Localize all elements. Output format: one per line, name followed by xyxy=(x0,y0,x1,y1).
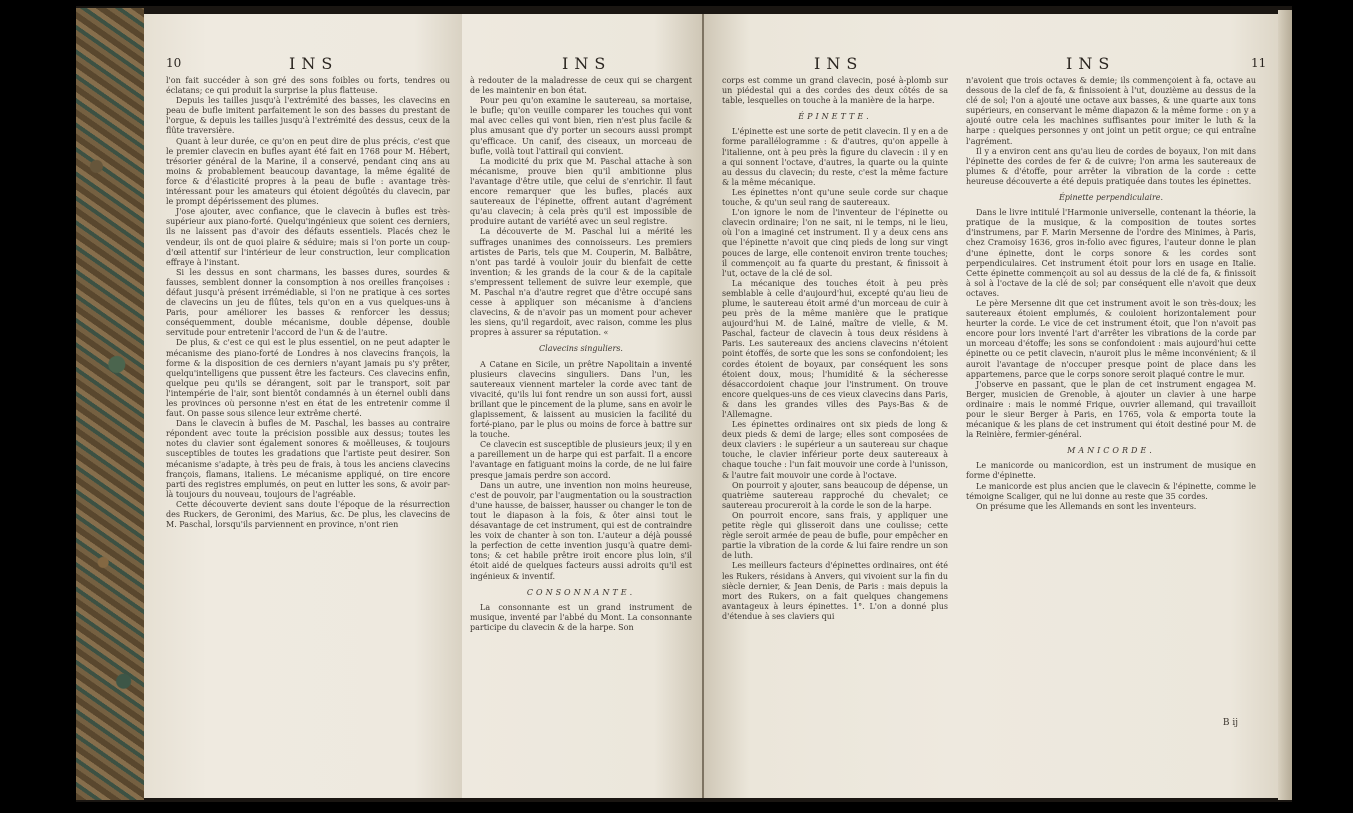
paragraph: L'épinette est une sorte de petit clavecin. Il y en a de forme parallélogramme : & d'autres, qu'on appelle à l'italienne, ont à peu près la figure du clavecin : il y en a qui sonnent l'octave, d'autres, la quarte ou la quinte au dessus du clavecin; du reste, c'est la même facture & la même mécanique. xyxy=(722,127,948,187)
running-header xyxy=(144,54,462,76)
page-edge xyxy=(1278,10,1292,800)
section-heading: CONSONNANTE. xyxy=(526,587,636,597)
section-heading: ÉPINETTE. xyxy=(798,112,872,122)
running-header xyxy=(704,54,956,76)
paragraph: Les meilleurs facteurs d'épinettes ordinaires, ont été les Rukers, résidans à Anvers, qui vivoient sur la fin du siècle dernier, & Jean Denis, de Paris : mais depuis la mort des Rukers, on a fait quelques changemens avantageux à leurs épinettes. 1°. L'on a donné plus d'étendue à ses claviers qui xyxy=(722,561,948,621)
paragraph: La modicité du prix que M. Paschal attache à son mécanisme, prouve bien qu'il ambitionne plus l'avantage d'être utile, que celui de s'enrichir. Il faut encore remarquer que les bufles, placés aux sautereaux de l'épinette, offrent autant d'agrément qu'au clavecin; à cela près qu'il est impossible de produire autant de variété avec un seul registre. xyxy=(470,156,692,227)
paragraph: L'on ignore le nom de l'inventeur de l'épinette ou clavecin ordinaire; l'on ne sait, ni le temps, ni le lieu, où l'on a imaginé cet instrument. Il y a deux cens ans que l'épinette n'avoit que cinq pieds de long sur vingt pouces de large, elle contenoit environ trente touches; il commençoit au fa quarte du prestant, & finissoit à l'ut, octave de la clé de sol. xyxy=(722,208,948,278)
running-title: INS xyxy=(289,54,339,73)
running-header xyxy=(956,54,1278,76)
paragraph: Quant à leur durée, ce qu'on en peut dire de plus précis, c'est que le premier clavecin en bufles ayant été fait en 1768 pour M. Hébert, trésorier général de la Marine, il a conservé, pendant cinq ans au moins & probablement beaucoup davantage, la même égalité de force & d'élasticité propres à la peau de bufle : avantage très-intéressant pour les amateurs qui étoient dégoûtés du clavecin, par le prompt dépérissement des plumes. xyxy=(166,136,450,207)
paragraph: Le manicorde ou manicordion, est un instrument de musique en forme d'épinette. xyxy=(966,461,1256,481)
paragraph: Le père Mersenne dit que cet instrument avoit le son très-doux; les sautereaux étoient emplumés, & couloient horizontalement pour heurter la corde. Le vice de cet instrument étoit, que l'on n'avoit pas encore pour lors inventé l'art d'arrêter les vibrations de la corde par un morceau d'étoffe; les sons se confondoient : mais aujourd'hui cette épinette ou ce petit clavecin, n'auroit plus le même inconvénient; & il auroit l'avantage de n'occuper presque point de place dans les appartemens, parce que le corps sonore seroit plaqué contre le mur. xyxy=(966,298,1256,379)
running-title: INS xyxy=(562,54,612,73)
body-text xyxy=(722,76,948,622)
running-header xyxy=(462,54,702,76)
page-10-right-column xyxy=(462,14,702,798)
paragraph: La découverte de M. Paschal lui a mérité les suffrages unanimes des connoisseurs. Les premiers artistes de Paris, tels que M. Couperin, M. Balbâtre, n'ont pas tardé à vouloir jouir du bienfait de cette invention; & les grands de la cour & de la capitale s'empressent tellement de suivre leur exemple, que M. Paschal n'a d'autre regret que d'être occupé sans cesse à appliquer son mécanisme à d'anciens clavecins, & de n'avoir pas un moment pour achever les siens, qu'il regardoit, avec raison, comme les plus propres à assurer sa réputation. « xyxy=(470,227,692,338)
paragraph: Le manicorde est plus ancien que le clavecin & l'épinette, comme le témoigne Scaliger, qui ne lui donne au reste que 35 cordes. xyxy=(966,481,1256,501)
paragraph: Les épinettes ordinaires ont six pieds de long & deux pieds & demi de large; elles sont composées de deux claviers : le supérieur a un sautereau sur chaque touche, le clavier inférieur porte deux sautereaux à chaque touche : l'un fait mouvoir une corde à l'unisson, & l'autre fait mouvoir une corde à l'octave. xyxy=(722,420,948,480)
paragraph: l'on fait succéder à son gré des sons foibles ou forts, tendres ou éclatans; ce qui produit la surprise la plus flatteuse. xyxy=(166,76,450,96)
paragraph: On présume que les Allemands en sont les inventeurs. xyxy=(976,501,1197,511)
paragraph: corps est comme un grand clavecin, posé à-plomb sur un piédestal qui a des cordes des deux côtés de sa table, lesquelles on touche à la manière de la harpe. xyxy=(722,76,948,106)
paragraph: La consonnante est un grand instrument de musique, inventé par l'abbé du Mont. La consonnante participe du clavecin & de la harpe. Son xyxy=(470,602,692,632)
paragraph: On pourroit y ajouter, sans beaucoup de dépense, un quatrième sautereau rapproché du chevalet; ce sautereau procureroit à la corde le son de la harpe. xyxy=(722,480,948,510)
paragraph: Il y a environ cent ans qu'au lieu de cordes de boyaux, l'on mit dans l'épinette des cordes de fer & de cuivre; l'on arma les sautereaux de plumes & d'étoffe, pour arrêter la vibration de la corde : cette heureuse découverte a été depuis pratiquée dans toutes les épinettes. xyxy=(966,146,1256,186)
section-heading: Clavecins singuliers. xyxy=(539,344,623,354)
paragraph: J'observe en passant, que le plan de cet instrument engagea M. Berger, musicien de Grenoble, à ajouter un clavier à une harpe ordinaire : mais le nommé Frique, ouvrier allemand, qui travailloit pour le sieur Berger à Paris, en 1765, vola & emporta toute la mécanique & les plans de cet instrument qui étoit destiné pour M. de la Reinière, fermier-général. xyxy=(966,379,1256,440)
body-text xyxy=(470,76,692,633)
paragraph: Les épinettes n'ont qu'une seule corde sur chaque touche, & qu'un seul rang de sautereaux. xyxy=(722,187,948,208)
paragraph: Dans un autre, une invention non moins heureuse, c'est de pouvoir, par l'augmentation ou la soustraction d'une hausse, de baisser, hausser ou changer le ton de tout le diapason à la fois, & ôter ainsi tout le désavantage de cet instrument, qui est de contraindre les voix de chanter à son ton. L'auteur a déjà poussé la perfection de cette invention jusqu'à quatre demi-tons; & cet habile prêtre iroit encore plus loin, s'il étoit aidé de quelques facteurs aussi adroits qu'il est ingénieux & inventif. xyxy=(470,480,692,581)
section-heading: MANICORDE. xyxy=(1067,446,1155,456)
body-text xyxy=(166,76,450,530)
page-number: 11 xyxy=(1251,56,1267,70)
page-10 xyxy=(144,14,462,798)
running-title: INS xyxy=(1066,54,1116,73)
paragraph: Depuis les tailles jusqu'à l'extrémité des basses, les clavecins en peau de bufle imitent parfaitement le son des basses du prestant de l'orgue, & depuis les tailles jusqu'à l'extrémité des dessus, ceux de la flûte traversière. xyxy=(166,96,450,136)
paragraph: On pourroit encore, sans frais, y appliquer une petite règle qui glisseroit dans une coulisse; cette règle seroit armée de peau de bufle, pour empêcher en partie la vibration de la corde & lui faire rendre un son de luth. xyxy=(722,510,948,561)
paragraph: J'ose ajouter, avec confiance, que le clavecin à bufles est très-supérieur aux piano-forté. Quelqu'ingénieux que soient ces derniers, ils ne laissent pas d'avoir des défauts essentiels. Placés chez le vendeur, ils ont de quoi plaire & séduire; mais si l'on porte un coup-d'œil attentif sur l'intérieur de leur construction, leur complication effraye à l'instant. xyxy=(166,207,450,267)
paragraph: Cette découverte devient sans doute l'époque de la résurrection des Ruckers, de Geronimi, des Marius, &c. De plus, les clavecins de M. Paschal, lorsqu'ils parviennent en province, n'ont rien xyxy=(166,499,450,530)
page-11-left-column xyxy=(704,14,956,798)
marbled-endpaper xyxy=(76,8,144,800)
signature-mark: B ij xyxy=(1222,718,1238,728)
paragraph: Pour peu qu'on examine le sautereau, sa mortaise, le bufle; qu'on veuille comparer les touches qui vont mal avec celles qui vont bien, rien n'est plus facile & plus amusant que d'y porter un secours aussi prompt qu'efficace. Un canif, des ciseaux, un morceau de bufle, voilà tout l'attirail qui convient. xyxy=(470,96,692,156)
paragraph: Dans le livre intitulé l'Harmonie universelle, contenant la théorie, la pratique de la musique, & la composition de toutes sortes d'instrumens, par F. Marin Mersenne de l'ordre des Minimes, à Paris, chez Cramoisy 1636, gros in-folio avec figures, l'auteur donne le plan d'une épinette, dont le corps sonore & les cordes sont perpendiculaires. Cet instrument étoit pour lors en usage en Italie. Cette épinette commençoit au sol au dessus de la clé de fa, & finissoit à sol à l'octave de la clé de sol; par conséquent elle n'avoit que deux octaves. xyxy=(966,208,1256,298)
body-text xyxy=(966,76,1256,512)
paragraph: La mécanique des touches étoit à peu près semblable à celle d'aujourd'hui, excepté qu'au lieu de plume, le sautereau étoit armé d'un morceau de cuir à peu près de la même manière que le pratique aujourd'hui M. de Lainé, maître de vielle, & M. Paschal, facteur de clavecin à tous deux résidens à Paris. Les sautereaux des anciens clavecins n'étoient point étoffés, de sorte que les sons se confondoient; les cordes étoient de boyaux, par conséquent les sons étoient doux, mous; l'humidité & la sécheresse désaccordoient chaque jour l'instrument. On trouve encore quelques-uns de ces vieux clavecins dans Paris, & dans les grandes villes des Pays-Bas & de l'Allemagne. xyxy=(722,278,948,419)
paragraph: Ce clavecin est susceptible de plusieurs jeux; il y en a pareillement un de harpe qui est parfait. Il a encore l'avantage en fatiguant moins la corde, de ne lui faire presque jamais perdre son accord. xyxy=(470,440,692,480)
page-number: 10 xyxy=(166,56,182,70)
section-heading: Épinette perpendiculaire. xyxy=(1058,193,1164,203)
running-title: INS xyxy=(814,54,864,73)
paragraph: n'avoient que trois octaves & demie; ils commençoient à fa, octave au dessous de la clef de fa, & finissoient à l'ut, douzième au dessus de la clé de sol; l'on a ajouté une octave aux basses, & une quarte aux tons supérieurs, en conservant le même diapazon & la même forme : on y a ajouté outre cela les machines suffisantes pour imiter le luth & la harpe : quelques personnes y ont joint un petit orgue; ce qui entraîne l'agrément. xyxy=(966,76,1256,146)
paragraph: De plus, & c'est ce qui est le plus essentiel, on ne peut adapter le mécanisme des piano-forté de Londres à nos clavecins françois, la forme & la disposition de ces derniers n'ayant jamais pu s'y prêter, quelqu'intelligens que pussent être les facteurs. Ces clavecins enfin, quelque peu qu'ils se dérangent, soit par le transport, soit par l'intempérie de l'air, sont bientôt condamnés à un éternel oubli dans les provinces où personne n'est en état de les entretenir comme il faut. On passe sous silence leur extrême cherté. xyxy=(166,338,450,419)
paragraph: Si les dessus en sont charmans, les basses dures, sourdes & fausses, semblent donner la consomption à nos oreilles françoises : défaut jusqu'à présent irrémédiable, si l'on ne pratique à ces sortes de clavecins un jeu de flûtes, tels qu'on en a vus quelques-uns à Paris, pour améliorer les basses & renforcer les dessus; conséquemment, double mécanisme, double dépense, double servitude pour entretenir l'accord de l'un & de l'autre. xyxy=(166,267,450,338)
paragraph: A Catane en Sicile, un prêtre Napolitain a inventé plusieurs clavecins singuliers. Dans l'un, les sautereaux viennent marteler la corde avec tant de vivacité, qu'ils lui font rendre un son aussi fort, aussi brillant que le pincement de la plume, sans en avoir le glapissement, & laissent au musicien la facilité du forté-piano, par le plus ou moins de force à battre sur la touche. xyxy=(470,359,692,440)
paragraph: Dans le clavecin à bufles de M. Paschal, les basses au contraire répondent avec toute la précision possible aux dessus; toutes les notes du clavier sont également sonores & moëlleuses, & toujours susceptibles de toutes les gradations que l'artiste peut desirer. Son mécanisme s'adapte, à très peu de frais, à tous les anciens clavecins françois, flamans, italiens. Le mécanisme appliqué, on tire encore parti des registres emplumés, on peut en lutter les sons, & avoir par-là toujours du nouveau, toujours de l'agréable. xyxy=(166,419,450,499)
paragraph: à redouter de la maladresse de ceux qui se chargent de les maintenir en bon état. xyxy=(470,76,692,96)
page-11 xyxy=(956,14,1278,798)
